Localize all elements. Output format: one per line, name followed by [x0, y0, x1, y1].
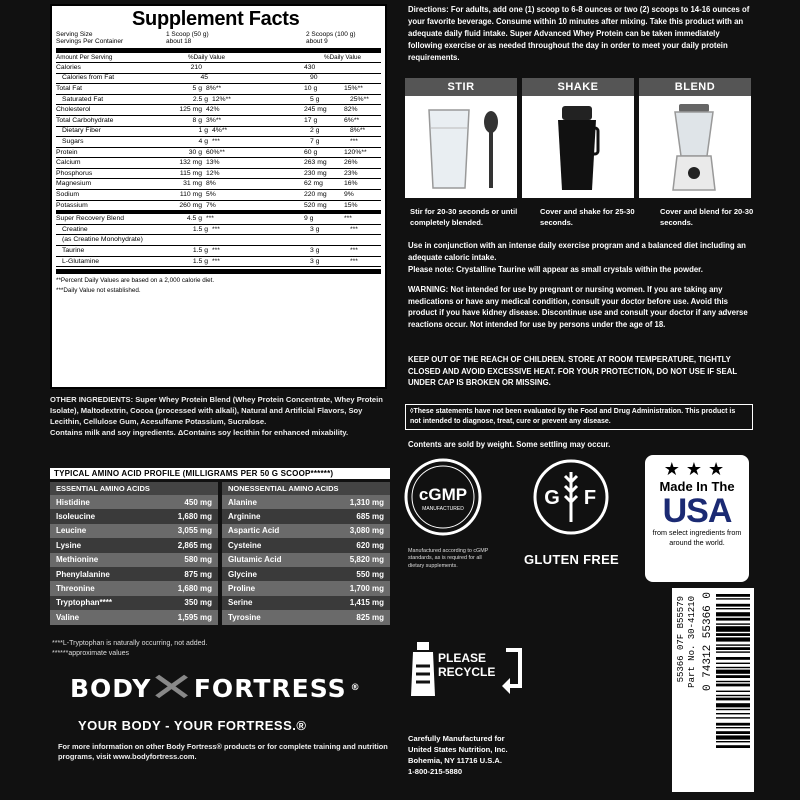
facts-cell: 110 mg [179, 190, 202, 198]
facts-row [56, 148, 381, 159]
facts-cell: 3%** [206, 116, 222, 124]
barcode-bar [716, 709, 750, 710]
essential-header: ESSENTIAL AMINO ACIDS [50, 482, 218, 495]
amino-row [50, 509, 218, 523]
facts-cell: 90 [310, 74, 318, 82]
manufacturer-info [408, 733, 568, 777]
facts-cell: *** [350, 257, 358, 265]
facts-cell: 8% [206, 180, 216, 188]
facts-row [56, 235, 381, 246]
amino-value: 5,820 mg [349, 555, 384, 565]
facts-cell: 2 g [310, 127, 320, 135]
facts-cell: Total Fat [56, 85, 83, 93]
dv-label-1: %Daily Value [188, 53, 225, 61]
amino-row [222, 495, 390, 509]
facts-row [56, 225, 381, 236]
barcode-bar [716, 675, 750, 678]
facts-cell: 263 mg [304, 159, 327, 167]
cgmp-sub: MANUFACTURED [422, 506, 464, 512]
barcode-bar [716, 598, 750, 599]
blend-label: BLEND [639, 78, 751, 96]
dv-label-2: %Daily Value [324, 53, 361, 61]
use-text: Use in conjunction with an intense daily exercise program and a balanced diet including an adequate caloric intake. [408, 241, 746, 263]
facts-cell: 26% [344, 159, 358, 167]
facts-cell: 1.5 g [192, 246, 208, 254]
shake-caption: Cover and shake for 25-30 seconds. [540, 207, 635, 228]
facts-cell: 42% [206, 106, 220, 114]
brand-left: BODY [70, 673, 152, 703]
facts-row [56, 84, 381, 95]
warning-text: WARNING: Not intended for use by pregnant or nursing women. If you are taking any medications or have any medical condition, consult your doctor before use. Avoid this product if you have kidney disease. Discontinue use and consult your doctor if any adverse reactions occur. Not intended for use by persons under the age of 18. [408, 285, 748, 330]
facts-cell: Creatine [62, 225, 88, 233]
other-ingredients-text: OTHER INGREDIENTS: Super Whey Protein Blend (Whey Protein Concentrate, Whey Protein Isolate), Maltodextrin, Cocoa (processed with alkali), Natural and Artificial Flavors, Soy Lecithin, Cellulose Gum, Acesulfame Potassium, Sucralose. [50, 395, 383, 426]
gluten-free-label: GLUTEN FREE [524, 552, 620, 567]
barcode-bar [716, 713, 750, 714]
facts-cell: 220 mg [304, 190, 327, 198]
facts-cell: 45 [200, 74, 208, 82]
facts-row [56, 158, 381, 169]
facts-cell: *** [344, 215, 352, 223]
barcode-bar [716, 684, 750, 687]
facts-cell: Protein [56, 148, 78, 156]
facts-cell: 10 g [304, 85, 318, 93]
barcode-bar [716, 703, 750, 707]
mfr-line1: Carefully Manufactured for [408, 734, 505, 743]
facts-cell: 5 g [310, 95, 320, 103]
weight-note: Contents are sold by weight. Some settling may occur. [408, 440, 611, 449]
serving-header [56, 31, 381, 46]
other-ingredients [50, 394, 390, 438]
facts-cell: 230 mg [304, 169, 327, 177]
facts-cell: 7 g [310, 137, 320, 145]
barcode-bar [716, 604, 750, 607]
servings-label: Servings Per Container [56, 38, 124, 46]
part-number: Part No. 30-41210 [687, 596, 697, 688]
barcode-bar [716, 727, 750, 728]
gf-g-text: G [544, 487, 560, 509]
facts-cell: 60 g [304, 148, 318, 156]
facts-cell: 115 mg [179, 169, 202, 177]
amino-name: Tyrosine [228, 612, 261, 622]
col1-serving: 1 Scoop (50 g) [166, 31, 209, 38]
facts-row [56, 95, 381, 106]
facts-cell: 520 mg [304, 201, 327, 209]
facts-cell: 1 g [198, 127, 208, 135]
facts-cell: 3 g [310, 257, 320, 265]
blender-icon [645, 100, 745, 195]
facts-cell: *** [350, 225, 358, 233]
shake-label: SHAKE [522, 78, 634, 96]
more-info: For more information on other Body Fortress® products or for complete training and nutrition programs, visit www.bodyfortress.com. [58, 742, 388, 762]
lot-code: 55366 07F B55579 [676, 596, 686, 683]
amino-name: Threonine [56, 584, 95, 594]
col1-servings: about 18 [166, 38, 192, 46]
amino-value: 1,310 mg [349, 497, 384, 507]
amino-name: Methionine [56, 555, 99, 565]
col2-servings: about 9 [306, 38, 328, 46]
barcode-bar [716, 663, 750, 664]
facts-cell: 8 g [192, 116, 202, 124]
facts-cell: 17 g [304, 116, 318, 124]
facts-cell: 9 g [304, 215, 314, 223]
barcode-bar [716, 647, 750, 650]
amino-row [222, 553, 390, 567]
facts-cell: 3 g [310, 246, 320, 254]
facts-cell: Taurine [62, 246, 85, 254]
amino-value: 620 mg [356, 540, 384, 550]
recycle-line2: RECYCLE [438, 664, 496, 679]
amino-acid-profile [50, 468, 390, 625]
usa-big-text: USA [662, 492, 732, 531]
facts-cell: 210 [190, 63, 202, 71]
mfr-line2: United States Nutrition, Inc. [408, 745, 508, 754]
facts-cell: 23% [344, 169, 358, 177]
facts-cell: 8%** [350, 127, 366, 135]
facts-footnote-1: **Percent Daily Values are based on a 2,000 calorie diet. [56, 277, 215, 285]
facts-cell: 1.5 g [192, 225, 208, 233]
facts-cell: 12%** [212, 95, 231, 103]
prep-methods [405, 78, 750, 198]
amino-value: 1,680 mg [177, 512, 212, 522]
amino-value: 3,055 mg [177, 526, 212, 536]
gluten-free-badge-icon [532, 458, 610, 536]
facts-row [56, 127, 381, 138]
facts-row [56, 137, 381, 148]
facts-cell: Sugars [62, 137, 84, 145]
facts-cell: 1.5 g [192, 257, 208, 265]
bottle-icon [408, 640, 438, 698]
facts-cell: 16% [344, 180, 358, 188]
barcode-bar [716, 681, 750, 682]
amino-value: 580 mg [184, 555, 212, 565]
amino-footnote-1: ****L-Tryptophan is naturally occurring, not added. [52, 640, 208, 647]
barcode-bar [716, 667, 750, 668]
facts-cell: Cholesterol [56, 106, 91, 114]
stir-label: STIR [405, 78, 517, 96]
facts-cell: 430 [304, 63, 316, 71]
amino-row [222, 596, 390, 610]
facts-cell: 12% [206, 169, 220, 177]
brand-reg: ® [350, 683, 361, 693]
facts-cell: 30 g [188, 148, 202, 156]
facts-row [56, 214, 381, 225]
amino-name: Arginine [228, 512, 261, 522]
amino-name: Proline [228, 584, 256, 594]
facts-cell: Phosphorus [56, 169, 93, 177]
amino-value: 550 mg [356, 569, 384, 579]
facts-cell: Super Recovery Blend [56, 215, 125, 223]
amino-name: Serine [228, 598, 253, 608]
essential-column [50, 482, 218, 625]
amino-row [50, 567, 218, 581]
facts-cell: Dietary Fiber [62, 127, 101, 135]
stir-panel [405, 78, 517, 198]
keep-out-text: KEEP OUT OF THE REACH OF CHILDREN. STORE AT ROOM TEMPERATURE, TIGHTLY CLOSED AND AVOID EXCESSIVE HEAT. FOR YOUR PROTECTION, DO NOT USE IF SEAL UNDER CAP IS BROKEN OR MISSING. [408, 355, 737, 388]
barcode-bar [716, 657, 750, 660]
barcode-bar [716, 618, 750, 621]
amino-name: Valine [56, 612, 80, 622]
facts-cell: *** [350, 137, 358, 145]
facts-footnote-2: ***Daily Value not established. [56, 287, 141, 295]
amino-name: Aspartic Acid [228, 526, 280, 536]
amino-row [50, 495, 218, 509]
barcode-bar [716, 731, 750, 734]
amino-row [50, 596, 218, 610]
amino-value: 3,080 mg [349, 526, 384, 536]
amino-row [50, 553, 218, 567]
barcode-bar [716, 651, 750, 652]
facts-cell: Calcium [56, 159, 81, 167]
amino-row [222, 581, 390, 595]
nonessential-column [222, 482, 390, 625]
brand-logo [70, 665, 380, 716]
amino-row [222, 524, 390, 538]
facts-cell: 62 mg [304, 180, 323, 188]
amino-value: 875 mg [184, 569, 212, 579]
facts-row [56, 105, 381, 116]
note-text: Please note: Crystalline Taurine will appear as small crystals within the powder. [408, 265, 703, 275]
facts-cell: 125 mg [179, 106, 202, 114]
amino-name: Tryptophan**** [56, 598, 113, 608]
nonessential-header: NONESSENTIAL AMINO ACIDS [222, 482, 390, 495]
facts-cell: 120%** [344, 148, 367, 156]
facts-cell: Potassium [56, 201, 88, 209]
amino-name: Alanine [228, 497, 257, 507]
barcode-bar [716, 644, 750, 645]
facts-cell: *** [212, 225, 220, 233]
facts-cell: Sodium [56, 190, 80, 198]
barcode-icon [716, 594, 750, 786]
stir-caption: Stir for 20-30 seconds or until completely blended. [410, 207, 518, 228]
facts-cell: Total Carbohydrate [56, 116, 114, 124]
brand-right: FORTRESS [193, 673, 347, 703]
barcode-bar [716, 723, 750, 726]
barcode-bar [716, 741, 750, 742]
facts-cell: 6%** [344, 116, 360, 124]
facts-row [56, 63, 381, 74]
amino-row [222, 509, 390, 523]
amino-row [50, 538, 218, 552]
amino-value: 450 mg [184, 497, 212, 507]
amino-name: Glutamic Acid [228, 555, 282, 565]
barcode-bar [716, 612, 750, 616]
usa-sub-text: from select ingredients from around the world. [652, 528, 742, 547]
facts-cell: (as Creatine Monohydrate) [62, 236, 143, 244]
facts-cell: 132 mg [179, 159, 202, 167]
amino-value: 685 mg [356, 512, 384, 522]
glass-spoon-icon [411, 100, 511, 195]
facts-cell: *** [212, 137, 220, 145]
shake-panel [522, 78, 634, 198]
facts-cell: Magnesium [56, 180, 92, 188]
amino-row [222, 610, 390, 624]
facts-cell: 82% [344, 106, 358, 114]
facts-cell: 60%** [206, 148, 225, 156]
facts-cell: 4%** [212, 127, 228, 135]
facts-cell: Calories from Fat [62, 74, 115, 82]
facts-cell: 5% [206, 190, 216, 198]
amino-footnote-2: ******approximate values [52, 649, 130, 657]
barcode-bar [716, 698, 750, 701]
amino-row [50, 524, 218, 538]
facts-row [56, 116, 381, 127]
supplement-facts-panel [50, 4, 387, 389]
facts-cell: L-Glutamine [62, 257, 100, 265]
facts-row [56, 246, 381, 257]
amino-value: 350 mg [184, 598, 212, 608]
amino-footnotes [52, 639, 207, 659]
recycle-line1: PLEASE [438, 651, 487, 665]
facts-cell: Calories [56, 63, 81, 71]
facts-cell: 245 mg [304, 106, 327, 114]
made-in-usa-badge [645, 455, 749, 582]
facts-row [56, 190, 381, 201]
facts-cell: 13% [206, 159, 220, 167]
serving-size-label: Serving Size [56, 31, 93, 38]
x-logo-icon: ✕ [148, 665, 197, 711]
amino-name: Glycine [228, 569, 257, 579]
shaker-bottle-icon [528, 100, 628, 195]
facts-cell: 2.5 g [192, 95, 208, 103]
facts-cell: 5 g [192, 85, 202, 93]
facts-cell: 4 g [198, 137, 208, 145]
barcode-bar [716, 633, 750, 636]
mfr-line3: Bohemia, NY 11716 U.S.A. [408, 756, 502, 765]
amino-name: Lysine [56, 540, 82, 550]
barcode-bar [716, 626, 750, 632]
barcode-bar [716, 594, 750, 597]
facts-cell: 8%** [206, 85, 222, 93]
facts-cell: 31 mg [183, 180, 202, 188]
amino-name: Histidine [56, 497, 90, 507]
barcode-bar [716, 670, 750, 674]
slogan: YOUR BODY - YOUR FORTRESS.® [78, 718, 307, 733]
facts-cell: 9% [344, 190, 354, 198]
facts-row [56, 179, 381, 190]
facts-cell: 15%** [344, 85, 363, 93]
col2-serving: 2 Scoops (100 g) [306, 31, 356, 38]
barcode-bar [716, 691, 750, 692]
cgmp-text: cGMP [418, 485, 468, 504]
amount-label: Amount Per Serving [56, 53, 113, 61]
amino-value: 2,865 mg [177, 540, 212, 550]
barcode-digits: 0 74312 55366 0 [702, 592, 714, 692]
amino-value: 1,415 mg [349, 598, 384, 608]
amino-value: 1,680 mg [177, 584, 212, 594]
cgmp-caption: Manufactured according to cGMP standards, as is required for all dietary supplements. [408, 548, 489, 569]
recycle-arrow-icon [502, 646, 528, 696]
facts-cell: *** [350, 246, 358, 254]
mfr-line4: 1-800-215-5880 [408, 767, 463, 776]
facts-row [56, 169, 381, 180]
amino-row [50, 610, 218, 624]
facts-title: Supplement Facts [132, 8, 300, 30]
facts-row [56, 74, 381, 85]
please-recycle-badge [408, 640, 528, 700]
facts-cell: 15% [344, 201, 358, 209]
directions: Directions: For adults, add one (1) scoop to 6-8 ounces or two (2) scoops to 14-16 ounces of your favorite beverage. Consume within 10 minutes after mixing. Take this product with an adequate daily fluid intake. Super Advanced Whey Protein can be taken immediately following exercise or as needed throughout the day in order to meet your daily protein requirements. [408, 5, 750, 63]
amino-name: Cysteine [228, 540, 262, 550]
amino-value: 1,700 mg [349, 584, 384, 594]
facts-cell: 3 g [310, 225, 320, 233]
facts-cell: *** [206, 215, 214, 223]
barcode-bar [716, 695, 750, 696]
cgmp-badge-icon [404, 458, 482, 536]
facts-cell: 25%** [350, 95, 369, 103]
stars-icon: ★★★ [663, 459, 731, 479]
blend-panel [639, 78, 751, 198]
contains-text: Contains milk and soy ingredients. ΔContains soy lecithin for enhanced mixability. [50, 428, 349, 437]
blend-caption: Cover and blend for 20-30 seconds. [660, 207, 754, 228]
barcode-bar [716, 637, 750, 641]
usa-made-text: Made In The [659, 479, 735, 494]
amino-name: Leucine [56, 526, 87, 536]
facts-cell: 7% [206, 201, 216, 209]
amino-name: Isoleucine [56, 512, 96, 522]
usage-text [408, 240, 753, 276]
amino-title: TYPICAL AMINO ACID PROFILE (MILLIGRAMS PER 50 G SCOOP******) [50, 468, 390, 479]
facts-header-row [56, 53, 381, 63]
barcode-bar [716, 717, 750, 718]
facts-cell: 260 mg [179, 201, 202, 209]
barcode-panel [672, 588, 754, 792]
gf-f-text: F [583, 487, 597, 509]
amino-row [222, 567, 390, 581]
barcode-bar [716, 735, 750, 739]
barcode-bar [716, 745, 750, 748]
amino-value: 825 mg [356, 612, 384, 622]
amino-row [222, 538, 390, 552]
amino-row [50, 581, 218, 595]
amino-value: 1,595 mg [177, 612, 212, 622]
facts-cell: Saturated Fat [62, 95, 104, 103]
facts-cell: 4.5 g [186, 215, 202, 223]
facts-cell: *** [212, 257, 220, 265]
barcode-bar [716, 608, 750, 609]
facts-row [56, 257, 381, 268]
barcode-bar [716, 623, 750, 624]
fda-disclaimer: ◊These statements have not been evaluated by the Food and Drug Administration. This product is not intended to diagnose, treat, cure or prevent any disease. [405, 404, 753, 430]
facts-cell: *** [212, 246, 220, 254]
amino-name: Phenylalanine [56, 569, 110, 579]
facts-row [56, 201, 381, 212]
